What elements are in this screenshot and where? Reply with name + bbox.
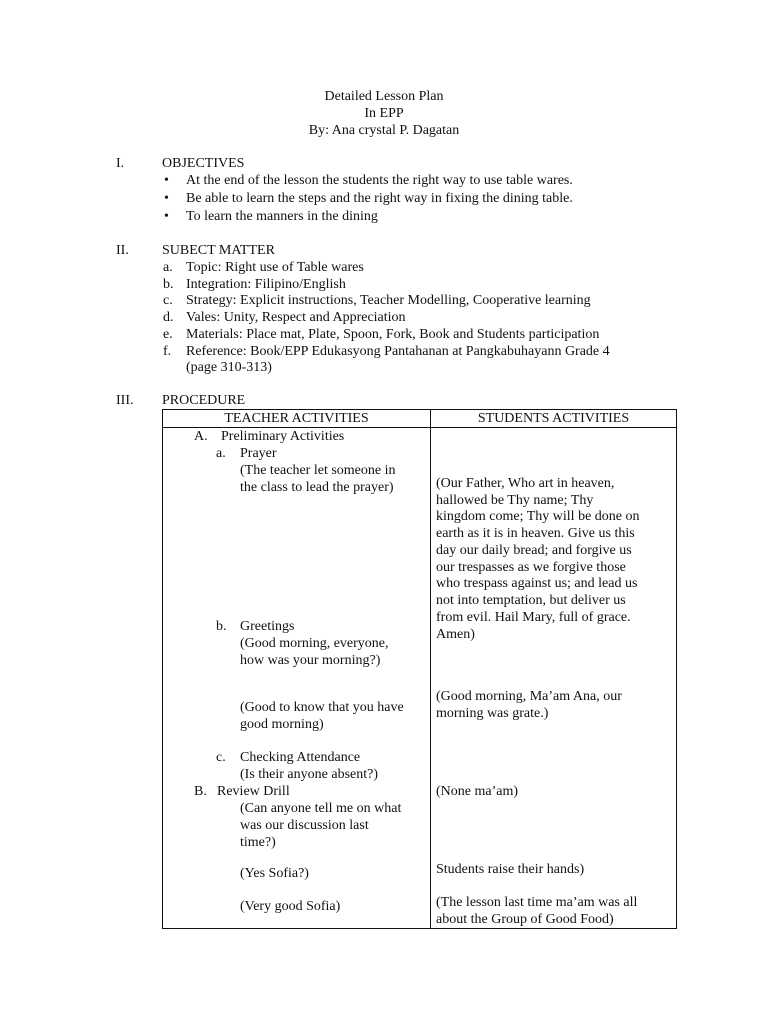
activity-sub-letter: a.	[216, 446, 226, 461]
subject-item-text: Integration: Filipino/English	[186, 277, 346, 292]
activity-title-greetings: Greetings	[240, 619, 295, 634]
section-heading-objectives: OBJECTIVES	[162, 156, 245, 171]
bullet-icon: •	[164, 209, 169, 224]
document-author: By: Ana crystal P. Dagatan	[308, 123, 460, 138]
subject-item-text: Reference: Book/EPP Edukasyong Pantahanan at Pangkabuhayann Grade 4	[186, 344, 610, 359]
student-line: hallowed be Thy name; Thy	[436, 493, 594, 508]
student-line: Amen)	[436, 627, 475, 642]
student-line: kingdom come; Thy will be done on	[436, 509, 640, 524]
activity-letter: B.	[194, 784, 207, 799]
activity-title-attendance: Checking Attendance	[240, 750, 361, 765]
objective-item: To learn the manners in the dining	[186, 209, 378, 224]
subject-item-letter: a.	[163, 260, 173, 275]
student-line: day our daily bread; and forgive us	[436, 543, 632, 558]
student-line: (Our Father, Who art in heaven,	[436, 476, 615, 491]
student-line: (None ma’am)	[436, 784, 519, 799]
student-line: earth as it is in heaven. Give us this	[436, 526, 635, 541]
subject-item-letter: e.	[163, 327, 173, 342]
subject-item-letter: f.	[163, 344, 172, 359]
teacher-line: (The teacher let someone in	[240, 463, 396, 478]
student-line: not into temptation, but deliver us	[436, 593, 626, 608]
subject-item-letter: c.	[163, 293, 173, 308]
teacher-line: (Good to know that you have	[240, 700, 404, 715]
section-number-subject-matter: II.	[116, 243, 129, 258]
teacher-line: was our discussion last	[240, 818, 369, 833]
activity-title-preliminary: Preliminary Activities	[221, 429, 345, 444]
activity-sub-letter: c.	[216, 750, 226, 765]
teacher-line: time?)	[240, 835, 276, 850]
subject-item-text: Vales: Unity, Respect and Appreciation	[186, 310, 406, 325]
section-number-objectives: I.	[116, 156, 125, 171]
document-title: Detailed Lesson Plan	[324, 89, 444, 104]
student-line: (Good morning, Ma’am Ana, our	[436, 689, 622, 704]
students-activities-cell	[431, 428, 677, 929]
column-header-teacher: TEACHER ACTIVITIES	[163, 410, 431, 428]
section-number-procedure: III.	[116, 393, 134, 408]
student-line: about the Group of Good Food)	[436, 912, 614, 927]
teacher-line: (Can anyone tell me on what	[240, 801, 402, 816]
student-line: from evil. Hail Mary, full of grace.	[436, 610, 631, 625]
teacher-line: the class to lead the prayer)	[240, 480, 394, 495]
activity-letter: A.	[194, 429, 208, 444]
subject-item-text: Materials: Place mat, Plate, Spoon, Fork, Book and Students participation	[186, 327, 600, 342]
student-line: morning was grate.)	[436, 706, 549, 721]
procedure-table	[162, 409, 677, 929]
objective-item: Be able to learn the steps and the right way in fixing the dining table.	[186, 191, 573, 206]
activity-title-review: Review Drill	[217, 784, 290, 799]
teacher-line: (Yes Sofia?)	[240, 866, 309, 881]
activity-sub-letter: b.	[216, 619, 227, 634]
reference-continuation: (page 310-313)	[186, 360, 272, 375]
subject-item-text: Topic: Right use of Table wares	[186, 260, 364, 275]
teacher-line: how was your morning?)	[240, 653, 381, 668]
document-subject: In EPP	[364, 106, 404, 121]
subject-item-text: Strategy: Explicit instructions, Teacher Modelling, Cooperative learning	[186, 293, 591, 308]
teacher-line: good morning)	[240, 717, 324, 732]
teacher-line: (Is their anyone absent?)	[240, 767, 378, 782]
subject-item-letter: d.	[163, 310, 174, 325]
teacher-line: (Good morning, everyone,	[240, 636, 389, 651]
student-line: Students raise their hands)	[436, 862, 585, 877]
activity-title-prayer: Prayer	[240, 446, 277, 461]
column-header-students: STUDENTS ACTIVITIES	[431, 410, 677, 428]
teacher-line: (Very good Sofia)	[240, 899, 341, 914]
bullet-icon: •	[164, 173, 169, 188]
teacher-activities-cell	[163, 428, 431, 929]
student-line: who trespass against us; and lead us	[436, 576, 638, 591]
section-heading-subject-matter: SUBECT MATTER	[162, 243, 275, 258]
objective-item: At the end of the lesson the students the right way to use table wares.	[186, 173, 573, 188]
bullet-icon: •	[164, 191, 169, 206]
section-heading-procedure: PROCEDURE	[162, 393, 246, 408]
student-line: (The lesson last time ma’am was all	[436, 895, 638, 910]
subject-item-letter: b.	[163, 277, 174, 292]
student-line: our trespasses as we forgive those	[436, 560, 626, 575]
